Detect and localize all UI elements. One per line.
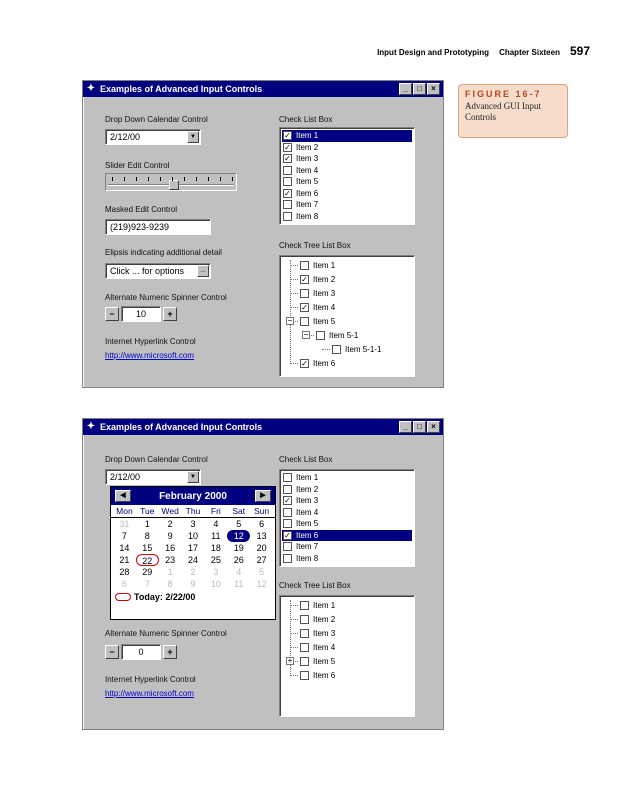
tree-node-label: Item 3 [313,288,336,298]
calendar-popup[interactable] [110,486,276,620]
check-list-item[interactable] [282,484,412,496]
calendar-day[interactable]: 16 [165,543,176,553]
calendar-day[interactable]: 5 [259,567,265,577]
calendar-day[interactable]: 27 [256,555,267,565]
slider-tick [172,177,173,181]
calendar-day[interactable]: 28 [119,567,130,577]
checkbox-icon[interactable] [283,554,292,563]
title-bar[interactable] [83,419,443,435]
weekday-header [111,505,275,518]
calendar-day[interactable]: 21 [119,555,130,565]
figure-caption [458,84,568,138]
slider-tick [232,177,233,181]
chapter-title: Chapter Sixteen [499,48,560,57]
app-icon: ✦ [86,83,96,94]
chevron-down-icon[interactable]: ▼ [187,131,199,143]
check-list-item[interactable] [282,518,412,530]
slider-tick [160,177,161,181]
checkbox-icon[interactable] [283,542,292,551]
ellipsis-button[interactable]: ... [197,265,209,277]
running-head [310,44,590,58]
weekday-label: Fri [210,506,221,516]
app-icon: ✦ [86,421,96,432]
slider-tick [196,177,197,181]
close-button[interactable]: × [427,421,440,433]
hyperlink-label: Internet Hyperlink Control [105,337,196,346]
close-button[interactable]: × [427,83,440,95]
tree-node[interactable] [300,301,335,313]
page-number: 597 [569,44,590,58]
calendar-month: February 2000 [159,490,227,502]
tree-node-label: Item 2 [313,274,336,284]
window-title: Examples of Advanced Input Controls [100,84,263,94]
check-list-item-label: Item 8 [296,211,319,221]
decrement-button[interactable]: − [105,645,119,659]
check-list-box[interactable] [279,469,415,567]
today-label: Today: 2/22/00 [134,592,196,602]
tree-node-label: Item 6 [313,358,336,368]
slider-tick [184,177,185,181]
tree-node-label: Item 1 [313,600,336,610]
checkbox-icon[interactable] [283,508,292,517]
slider-thumb[interactable] [169,180,179,190]
calendar-day[interactable]: 2 [190,567,196,577]
chevron-down-icon[interactable]: ▼ [187,471,199,483]
today-marker-icon [115,593,131,601]
calendar-day[interactable]: 10 [187,531,198,541]
calendar-day[interactable]: 26 [233,555,244,565]
spinner-input[interactable]: 10 [121,306,161,322]
calendar-day[interactable]: 18 [210,543,221,553]
checkbox-icon[interactable] [300,629,309,638]
calendar-day[interactable]: 29 [142,567,153,577]
tree-label: Check Tree List Box [279,241,351,250]
calendar-day[interactable]: 25 [210,555,221,565]
weekday-label: Sun [254,506,270,516]
check-list-item[interactable] [282,188,412,200]
check-list-item-label: Item 1 [296,473,319,483]
calendar-day[interactable]: 15 [142,543,153,553]
calendar-day[interactable]: 23 [165,555,176,565]
check-list-item[interactable] [282,165,412,177]
hyperlink[interactable]: http://www.microsoft.com [105,689,194,698]
checkbox-icon[interactable] [283,166,292,175]
checkbox-checked-icon[interactable]: ✓ [284,530,291,540]
tree-node[interactable] [300,655,335,667]
weekday-label: Sat [232,506,246,516]
checkbox-checked-icon[interactable]: ✓ [301,302,308,312]
calendar-days [111,518,275,590]
ellipsis-value: Click ... for options [110,266,185,276]
calendar-day[interactable]: 13 [256,531,267,541]
increment-button[interactable]: + [163,307,177,321]
figure-description: Advanced GUI Input Controls [465,101,541,122]
calendar-day[interactable]: 14 [119,543,130,553]
figure-label: FIGURE 16-7 [465,89,542,99]
weekday-label: Thu [185,506,201,516]
tree-node-label: Item 5 [313,656,336,666]
check-list-item-label: Item 6 [296,530,319,540]
checkbox-icon[interactable] [300,317,309,326]
checkbox-checked-icon[interactable]: ✓ [284,496,291,506]
check-list-item[interactable] [282,199,412,211]
check-list-item-label: Item 2 [296,484,319,494]
calendar-day[interactable]: 5 [236,519,242,529]
increment-button[interactable]: + [163,645,177,659]
calendar-value: 2/12/00 [110,472,141,482]
check-tree-list-box[interactable] [279,595,415,717]
check-list-item-label: Item 7 [296,200,319,210]
tree-node[interactable] [300,259,335,271]
tree-node[interactable] [300,599,335,611]
check-list-item[interactable] [282,130,412,142]
check-list-item-label: Item 7 [296,542,319,552]
checkbox-icon[interactable] [283,200,292,209]
previous-month-button[interactable]: ◀ [115,490,131,502]
spinner-label: Alternate Numeric Spinner Control [105,293,227,302]
ellipsis-label: Elipsis indicating additional detail [105,248,222,257]
check-list-item-label: Item 4 [296,165,319,175]
calendar-day[interactable]: 10 [210,579,221,589]
check-list-item[interactable] [282,495,412,507]
calendar-day[interactable]: 4 [213,519,219,529]
title-bar[interactable] [83,81,443,97]
checkbox-icon[interactable] [300,615,309,624]
checkbox-icon[interactable] [300,671,309,680]
tree-node-label: Item 4 [313,642,336,652]
checkbox-icon[interactable] [300,643,309,652]
tree-node[interactable] [300,315,335,327]
checklist-label: Check List Box [279,455,333,464]
minimize-button[interactable]: _ [399,83,412,95]
check-list-item-label: Item 4 [296,507,319,517]
tree-node-label: Item 5 [313,316,336,326]
calendar-day[interactable]: 8 [144,531,150,541]
check-list-item[interactable] [282,541,412,553]
calendar-day[interactable]: 11 [211,531,221,541]
check-list-item-label: Item 3 [296,496,319,506]
hyperlink-label: Internet Hyperlink Control [105,675,196,684]
check-list-item[interactable] [282,142,412,154]
collapse-icon[interactable]: − [303,330,309,339]
checkbox-icon[interactable] [283,212,292,221]
tree-node[interactable] [300,627,335,639]
tree-node-label: Item 4 [313,302,336,312]
check-list-item[interactable] [282,211,412,223]
checkbox-checked-icon[interactable]: ✓ [284,142,291,152]
calendar-day[interactable]: 24 [187,555,198,565]
expand-icon[interactable]: + [287,656,293,665]
section-title: Input Design and Prototyping [377,48,490,57]
tree-node[interactable] [300,287,335,299]
minimize-button[interactable]: _ [399,421,412,433]
check-list-item-label: Item 3 [296,154,319,164]
check-list-item[interactable] [282,530,412,542]
check-list-item[interactable] [282,153,412,165]
calendar-day[interactable]: 7 [121,531,127,541]
tree-node[interactable] [316,329,358,341]
checkbox-checked-icon[interactable]: ✓ [284,154,291,164]
hyperlink[interactable]: http://www.microsoft.com [105,351,194,360]
tree-node[interactable] [300,357,335,369]
check-list-item-label: Item 5 [296,519,319,529]
tree-node[interactable] [300,273,335,285]
slider-tick [136,177,137,181]
calendar-day[interactable]: 11 [234,579,244,589]
calendar-dropdown[interactable] [105,129,201,145]
check-list-item[interactable] [282,507,412,519]
checkbox-checked-icon[interactable]: ✓ [301,274,308,284]
slider-label: Slider Edit Control [105,161,170,170]
collapse-icon[interactable]: − [287,316,293,325]
decrement-button[interactable]: − [105,307,119,321]
maximize-button[interactable]: □ [413,83,426,95]
calendar-day[interactable]: 1 [144,519,150,529]
calendar-label: Drop Down Calendar Control [105,115,208,124]
calendar-day[interactable]: 20 [256,543,267,553]
slider-tick [148,177,149,181]
checkbox-checked-icon[interactable]: ✓ [284,188,291,198]
calendar-day[interactable]: 3 [213,567,219,577]
checkbox-icon[interactable] [332,345,341,354]
check-list-item[interactable] [282,176,412,188]
slider-control[interactable] [105,173,237,191]
calendar-dropdown[interactable] [105,469,201,485]
weekday-label: Mon [116,506,133,516]
checkbox-checked-icon[interactable]: ✓ [284,131,291,141]
tree-node[interactable] [300,669,335,681]
maximize-button[interactable]: □ [413,421,426,433]
next-month-button[interactable]: ▶ [255,490,271,502]
calendar-day[interactable]: 1 [167,567,173,577]
tree-node-label: Item 1 [313,260,336,270]
checkbox-icon[interactable] [316,331,325,340]
checkbox-icon[interactable] [300,289,309,298]
calendar-day[interactable]: 31 [119,519,130,529]
today-link[interactable] [111,592,275,602]
calendar-label: Drop Down Calendar Control [105,455,208,464]
check-list-item[interactable] [282,472,412,484]
check-list-box[interactable] [279,127,415,225]
weekday-label: Wed [161,506,179,516]
calendar-day[interactable]: 3 [190,519,196,529]
calendar-day[interactable]: 9 [190,579,196,589]
spinner-input[interactable]: 0 [121,644,161,660]
tree-node[interactable] [332,343,381,355]
spinner-label: Alternate Numeric Spinner Control [105,629,227,638]
tree-node-label: Item 2 [313,614,336,624]
slider-tick [112,177,113,181]
calendar-day[interactable]: 6 [121,579,127,589]
calendar-header [111,487,275,505]
check-list-item[interactable] [282,553,412,565]
slider-tick [208,177,209,181]
calendar-day[interactable]: 4 [236,567,242,577]
check-list-item-label: Item 5 [296,177,319,187]
calendar-day[interactable]: 17 [187,543,198,553]
masked-edit-input[interactable]: (219)923-9239 [105,219,211,235]
checkbox-icon[interactable] [300,657,309,666]
window-top [82,80,444,388]
check-tree-list-box[interactable] [279,255,415,377]
tree-node-label: Item 5-1 [329,330,359,340]
calendar-day[interactable]: 22 [136,554,159,566]
tree-node[interactable] [300,641,335,653]
tree-node-label: Item 5-1-1 [345,344,382,354]
tree-label: Check Tree List Box [279,581,351,590]
check-list-item-label: Item 1 [296,131,319,141]
tree-node-label: Item 6 [313,670,336,680]
weekday-label: Tue [140,506,155,516]
ellipsis-input[interactable] [105,263,211,279]
check-list-item-label: Item 8 [296,553,319,563]
checkbox-icon[interactable] [300,601,309,610]
calendar-day[interactable]: 2 [167,519,173,529]
calendar-day[interactable]: 8 [167,579,173,589]
checkbox-icon[interactable] [283,519,292,528]
slider-tick [220,177,221,181]
checkbox-icon[interactable] [283,473,292,482]
window-title: Examples of Advanced Input Controls [100,422,263,432]
slider-tick [124,177,125,181]
masked-edit-label: Masked Edit Control [105,205,178,214]
calendar-day[interactable]: 9 [167,531,173,541]
checkbox-icon[interactable] [283,485,292,494]
check-list-item-label: Item 2 [296,142,319,152]
checkbox-checked-icon[interactable]: ✓ [301,358,308,368]
calendar-day[interactable]: 19 [233,543,244,553]
tree-node-label: Item 3 [313,628,336,638]
tree-node[interactable] [300,613,335,625]
check-list-item-label: Item 6 [296,188,319,198]
checkbox-icon[interactable] [283,177,292,186]
calendar-day[interactable]: 6 [259,519,265,529]
checkbox-icon[interactable] [300,261,309,270]
calendar-value: 2/12/00 [110,132,141,142]
calendar-day[interactable]: 12 [227,530,250,542]
calendar-day[interactable]: 7 [144,579,150,589]
calendar-day[interactable]: 12 [256,579,267,589]
checklist-label: Check List Box [279,115,333,124]
